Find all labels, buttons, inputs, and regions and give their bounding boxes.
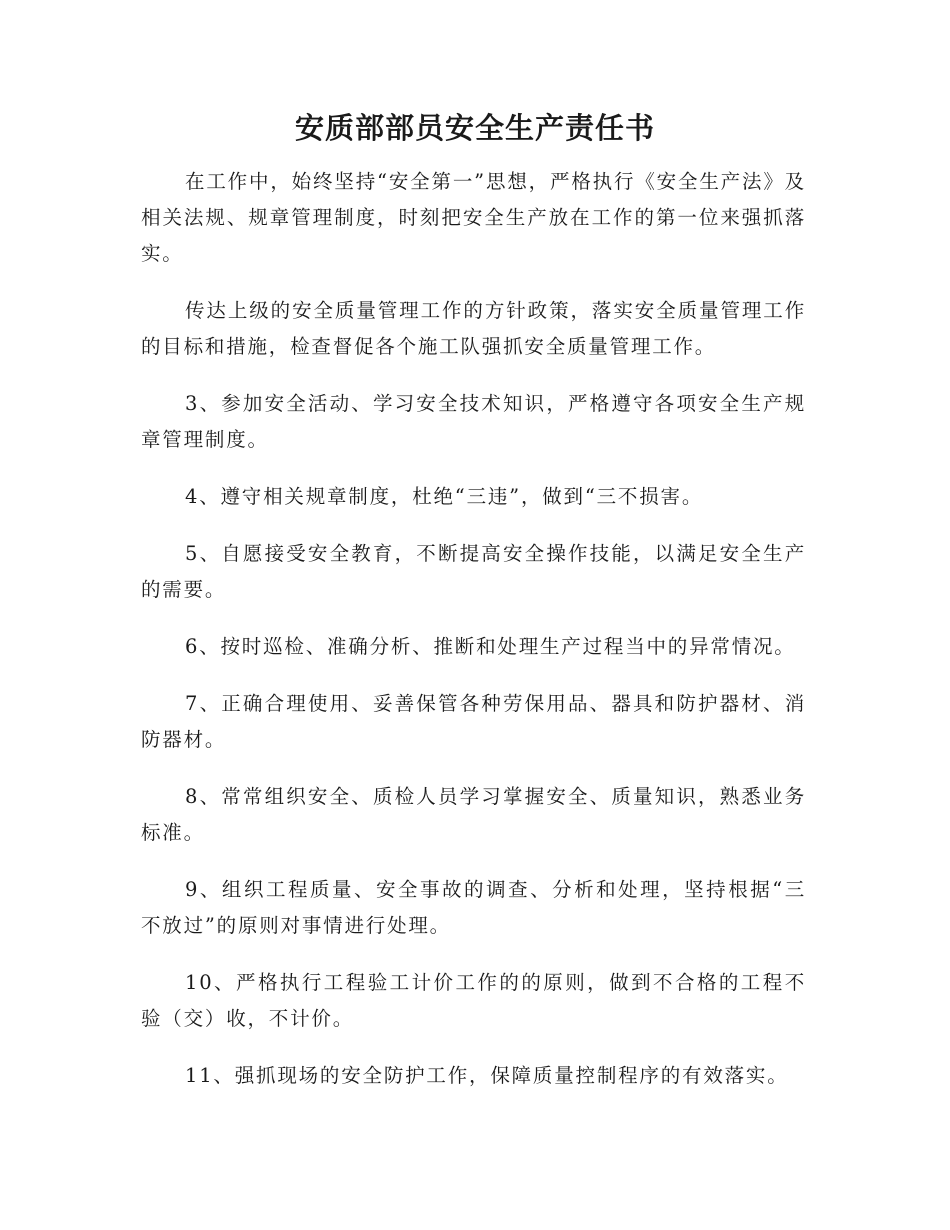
paragraph-5: 5、自愿接受安全教育，不断提高安全操作技能，以满足安全生产的需要。: [141, 542, 806, 601]
paragraph-3: 3、参加安全活动、学习安全技术知识，严格遵守各项安全生产规章管理制度。: [141, 392, 806, 451]
paragraph-11: 11、强抓现场的安全防护工作，保障质量控制程序的有效落实。: [185, 1064, 789, 1087]
paragraph-9: 9、组织工程质量、安全事故的调查、分析和处理，坚持根据“三不放过”的原则对事情进行处理。: [141, 878, 806, 937]
paragraph-1: 在工作中，始终坚持“安全第一”思想，严格执行《安全生产法》及相关法规、规章管理制度，时刻把安全生产放在工作的第一位来强抓落实。: [141, 170, 806, 265]
paragraph-8: 8、常常组织安全、质检人员学习掌握安全、质量知识，熟悉业务标准。: [141, 785, 806, 844]
paragraph-2: 传达上级的安全质量管理工作的方针政策，落实安全质量管理工作的目标和措施，检查督促各个施工队强抓安全质量管理工作。: [141, 299, 806, 358]
document-title: 安质部部员安全生产责任书: [294, 111, 655, 145]
paragraph-10: 10、严格执行工程验工计价工作的的原则，做到不合格的工程不验（交）收，不计价。: [141, 971, 806, 1030]
paragraph-4: 4、遵守相关规章制度，杜绝“三违”，做到“三不损害。: [185, 485, 704, 508]
paragraph-7: 7、正确合理使用、妥善保管各种劳保用品、器具和防护器材、消防器材。: [141, 692, 806, 751]
paragraph-6: 6、按时巡检、准确分析、推断和处理生产过程当中的异常情况。: [185, 635, 796, 658]
document-body: [141, 164, 806, 1115]
